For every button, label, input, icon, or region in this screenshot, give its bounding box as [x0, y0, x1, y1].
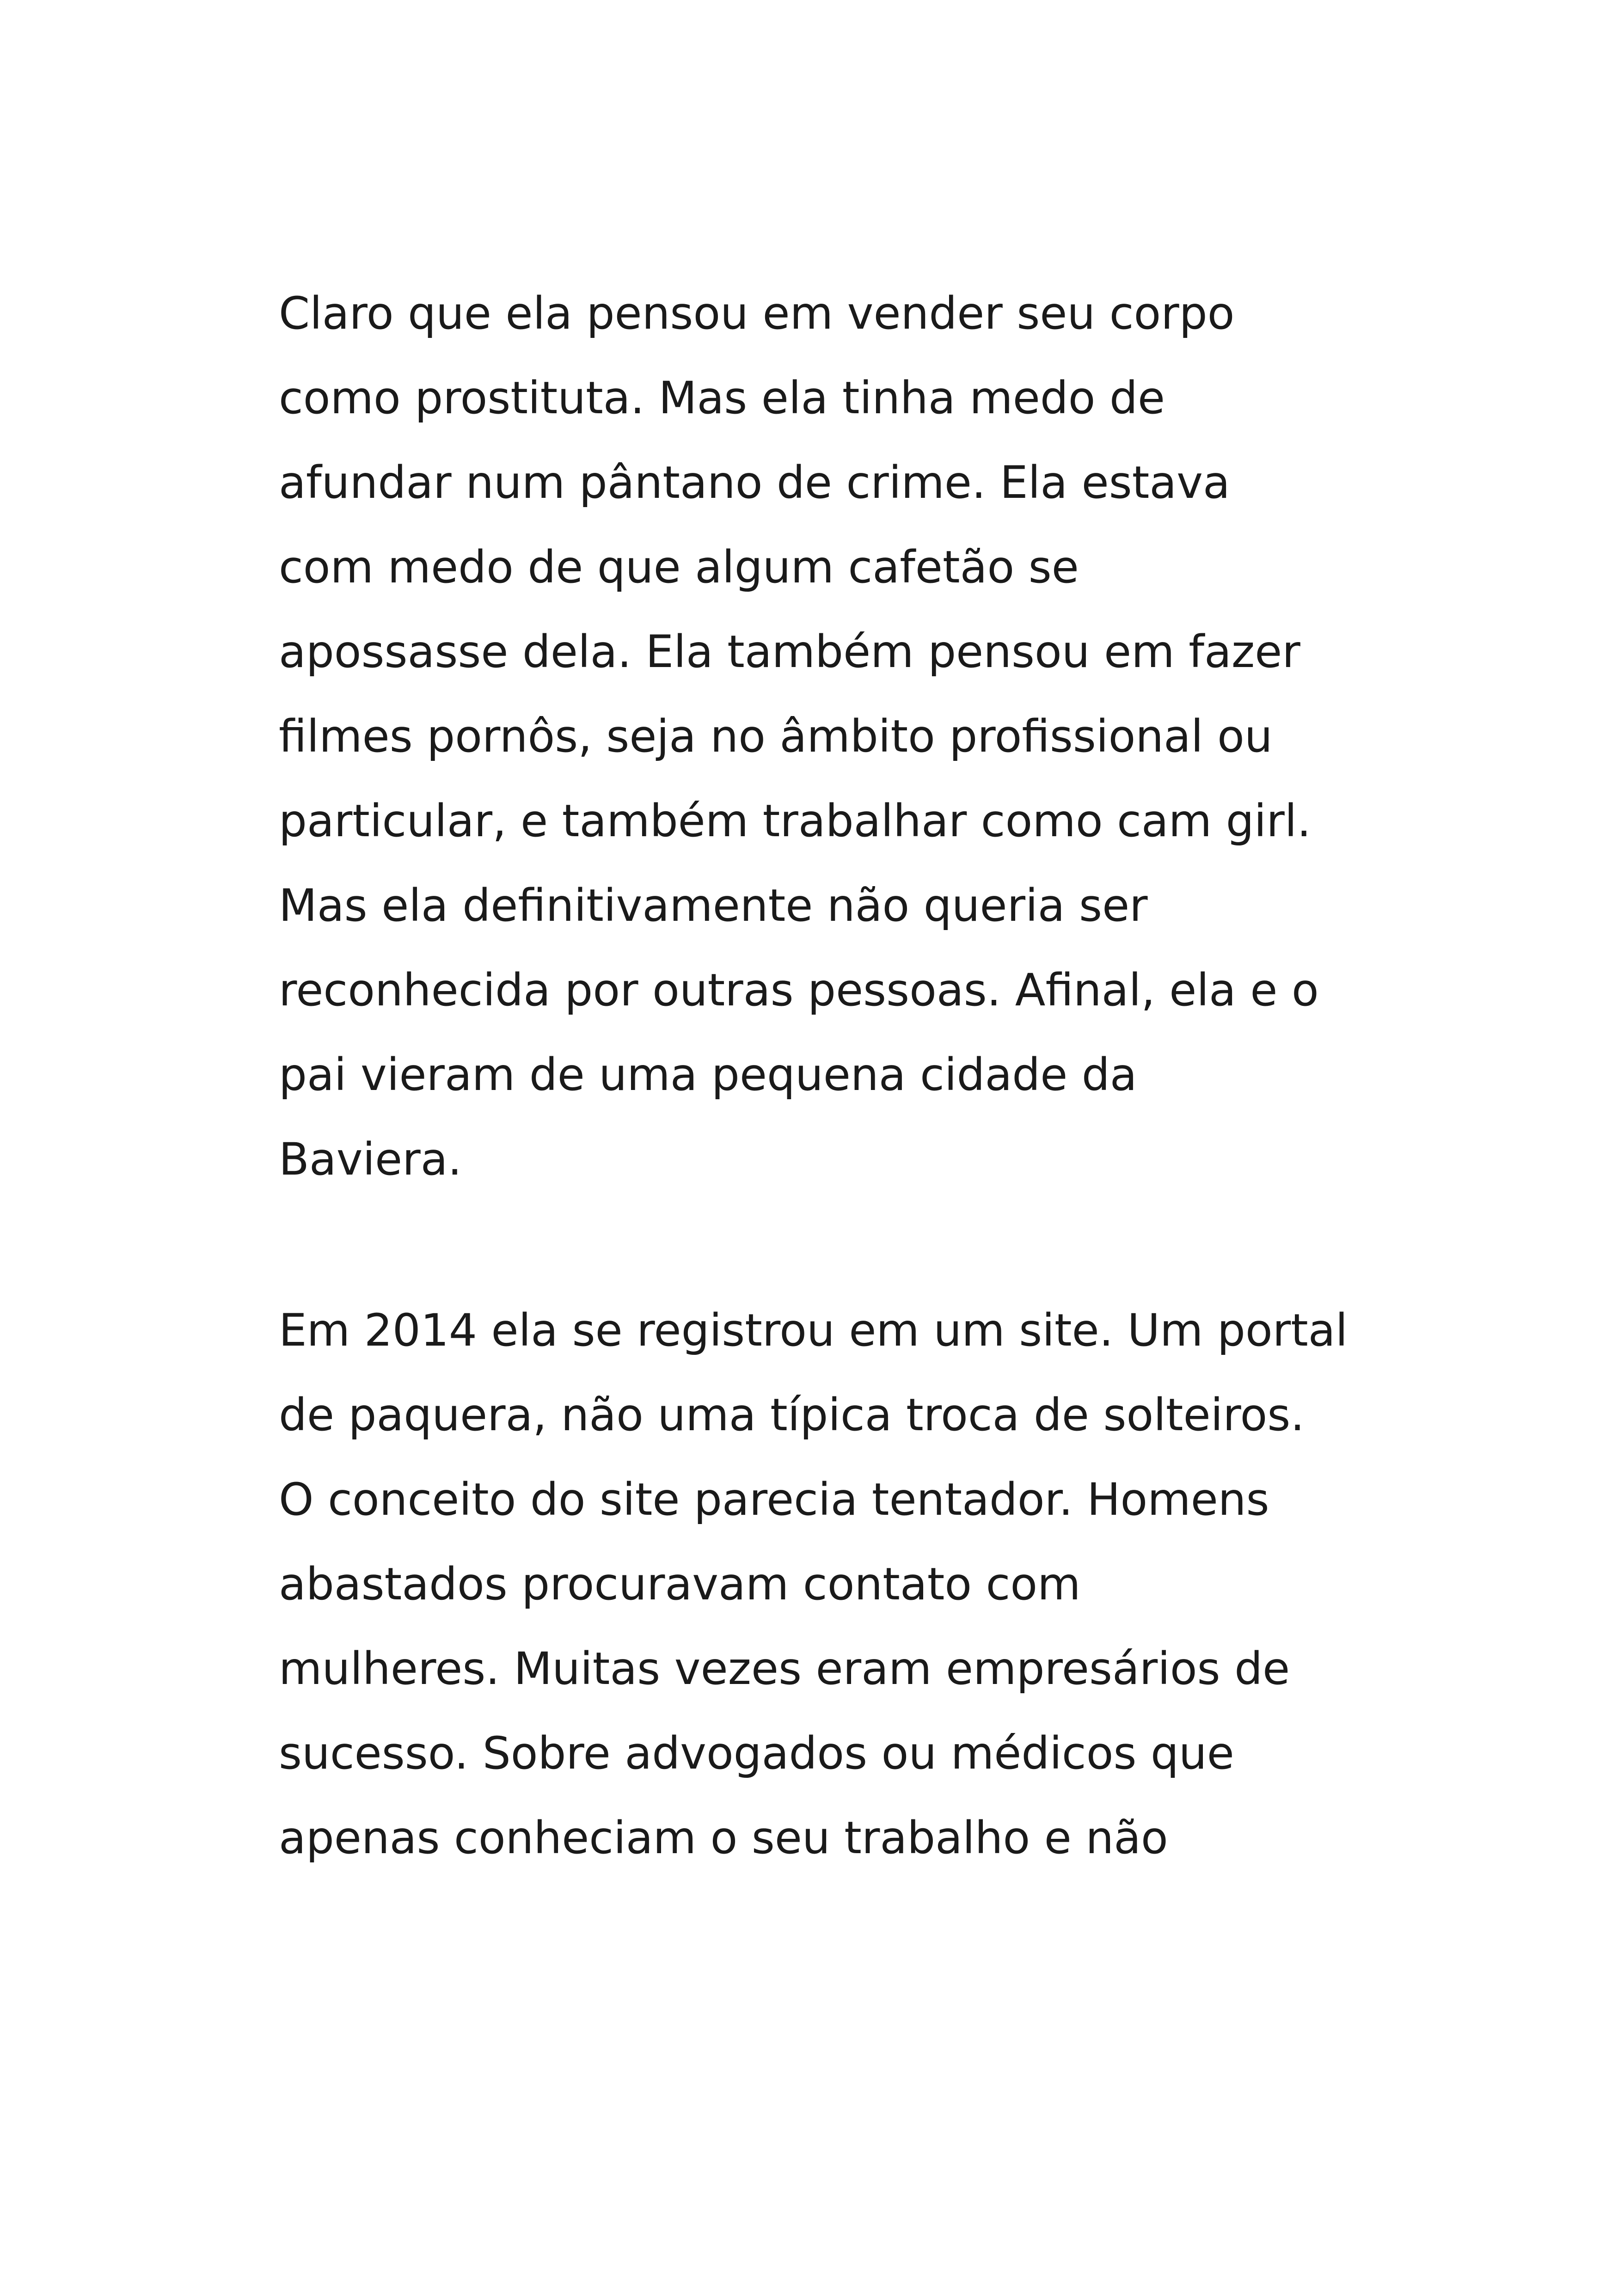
text-line: de paquera, não uma típica troca de solteiros. — [279, 1389, 1305, 1441]
text-line: Baviera. — [279, 1133, 462, 1185]
text-line: Em 2014 ela se registrou em um site. Um portal — [279, 1304, 1348, 1356]
text-line: como prostituta. Mas ela tinha medo de — [279, 372, 1165, 424]
text-line: apossasse dela. Ela também pensou em fazer — [279, 626, 1300, 678]
text-line: reconhecida por outras pessoas. Afinal, ela e o — [279, 964, 1319, 1016]
text-line: sucesso. Sobre advogados ou médicos que — [279, 1727, 1234, 1779]
text-line: afundar num pântano de crime. Ela estava — [279, 457, 1230, 508]
text-line: abastados procuravam contato com — [279, 1558, 1081, 1610]
text-line: filmes pornôs, seja no âmbito profissional ou — [279, 710, 1273, 762]
text-line: Mas ela definitivamente não queria ser — [279, 880, 1148, 931]
text-line: com medo de que algum cafetão se — [279, 541, 1079, 593]
text-line: apenas conheciam o seu trabalho e não — [279, 1812, 1168, 1864]
text-line: mulheres. Muitas vezes eram empresários de — [279, 1643, 1290, 1695]
text-line: particular, e também trabalhar como cam girl. — [279, 795, 1311, 847]
text-line: pai vieram de uma pequena cidade da — [279, 1049, 1137, 1101]
paragraph-2 — [279, 1288, 1397, 1880]
text-line: Claro que ela pensou em vender seu corpo — [279, 288, 1235, 339]
text-line: O conceito do site parecia tentador. Homens — [279, 1474, 1269, 1525]
paragraph-1 — [279, 271, 1397, 1202]
